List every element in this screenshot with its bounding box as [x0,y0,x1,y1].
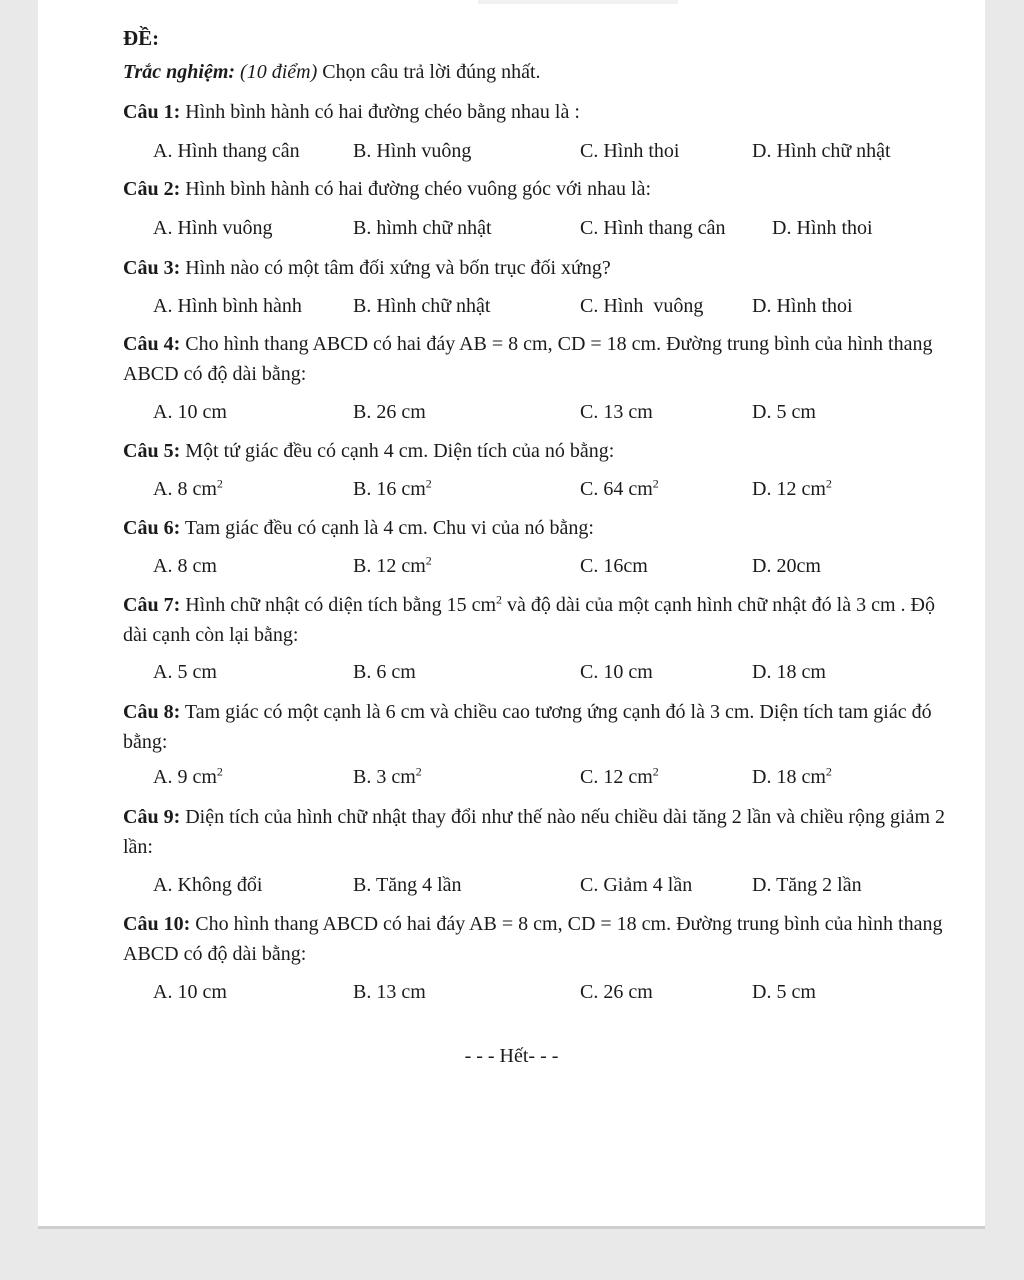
option-b: B. 6 cm [353,661,416,683]
question-8-options [38,762,985,792]
section-label: Trắc nghiệm: [123,61,236,83]
question-text: Cho hình thang ABCD có hai đáy AB = 8 cm, CD = 18 cm. Đường trung bình của hình thang ABCD có độ dài bằng: [123,913,943,965]
question-4-options [38,397,985,427]
question-text: Một tứ giác đều có cạnh 4 cm. Diện tích của nó bằng: [185,440,615,462]
option-b: B. Hình chữ nhật [353,295,491,317]
question-10-options [38,977,985,1007]
question-label: Câu 10: [123,913,191,935]
option-b: B. Tăng 4 lần [353,874,462,896]
option-d: D. Hình thoi [772,217,873,239]
question-8 [123,697,953,757]
exam-page [38,0,985,1229]
question-label: Câu 5: [123,440,181,462]
question-2-options [38,213,985,243]
question-1 [123,97,953,127]
option-c: C. Hình vuông [580,295,704,317]
option-a: A. Không đổi [153,874,263,896]
option-b: B. 16 $cm^2$ [353,476,432,500]
question-5 [123,436,953,466]
question-3-options [38,291,985,321]
option-a: A. 10 cm [153,981,227,1003]
option-c: C. 13 cm [580,401,653,423]
option-b: B. 12 $cm^2$ [353,553,432,577]
question-text: Tam giác có một cạnh là 6 cm và chiều cao tương ứng cạnh đó là 3 cm. Diện tích tam giác đó bằng: [123,701,932,753]
option-d: D. 18 $cm^2$ [752,764,832,788]
question-text: Cho hình thang ABCD có hai đáy AB = 8 cm, CD = 18 cm. Đường trung bình của hình thang ABCD có độ dài bằng: [123,333,933,385]
question-3 [123,253,953,283]
question-6 [123,513,953,543]
section-intro [123,61,541,84]
option-a: A. 8 cm [153,555,217,577]
question-6-options [38,551,985,581]
question-9-options [38,870,985,900]
question-text: Hình nào có một tâm đối xứng và bốn trục đối xứng? [185,257,611,279]
question-label: Câu 1: [123,101,181,123]
question-label: Câu 7: [123,594,181,616]
question-label: Câu 3: [123,257,181,279]
question-text: Tam giác đều có cạnh là 4 cm. Chu vi của nó bằng: [184,517,594,539]
option-a: A. 9 $cm^2$ [153,764,223,788]
option-c: C. 12 $cm^2$ [580,764,659,788]
exam-heading: ĐỀ: [123,26,160,50]
question-text: Diện tích của hình chữ nhật thay đổi như thế nào nếu chiều dài tăng 2 lần và chiều rộng giảm 2 lần: [123,806,946,858]
question-text: Hình bình hành có hai đường chéo bằng nhau là : [185,101,580,123]
option-d: D. 20cm [752,555,821,577]
option-c: C. Hình thoi [580,140,680,162]
option-d: D. 5 cm [752,981,816,1003]
option-d: D. Hình thoi [752,295,853,317]
top-edge-shadow [478,0,678,4]
question-text: Hình chữ nhật có diện tích bằng 15 $cm^2$ và độ dài của một cạnh hình chữ nhật đó là 3 cm . Độ dài cạnh còn lại bằng: [123,592,935,646]
question-7-options [38,657,985,687]
end-marker: - - - Hết- - - [464,1045,559,1067]
option-c: C. Giảm 4 lần [580,874,693,896]
option-a: A. Hình thang cân [153,140,300,162]
option-b: B. hìmh chữ nhật [353,217,492,239]
section-instruction: Chọn câu trả lời đúng nhất. [322,61,541,83]
option-d: D. 12 $cm^2$ [752,476,832,500]
option-c: C. 26 cm [580,981,653,1003]
question-text: Hình bình hành có hai đường chéo vuông góc với nhau là: [185,178,652,200]
option-d: D. 5 cm [752,401,816,423]
option-a: A. 10 cm [153,401,227,423]
option-b: B. 13 cm [353,981,426,1003]
option-b: B. 3 $cm^2$ [353,764,422,788]
question-label: Câu 8: [123,701,181,723]
question-5-options [38,474,985,504]
option-d: D. 18 cm [752,661,826,683]
question-label: Câu 4: [123,333,181,355]
question-label: Câu 9: [123,806,181,828]
option-a: A. 8 $cm^2$ [153,476,223,500]
option-b: B. Hình vuông [353,140,472,162]
question-7 [123,590,953,650]
option-d: D. Tăng 2 lần [752,874,862,896]
question-label: Câu 2: [123,178,181,200]
option-a: A. 5 cm [153,661,217,683]
question-2 [123,174,953,204]
question-1-options [38,136,985,166]
option-c: C. Hình thang cân [580,217,726,239]
question-label: Câu 6: [123,517,181,539]
question-9 [123,802,953,862]
option-b: B. 26 cm [353,401,426,423]
option-d: D. Hình chữ nhật [752,140,891,162]
section-points: (10 điểm) [240,61,318,83]
option-c: C. 16cm [580,555,648,577]
option-c: C. 10 cm [580,661,653,683]
question-10 [123,909,953,969]
option-a: A. Hình bình hành [153,295,302,317]
question-4 [123,329,953,389]
option-c: C. 64 $cm^2$ [580,476,659,500]
option-a: A. Hình vuông [153,217,273,239]
